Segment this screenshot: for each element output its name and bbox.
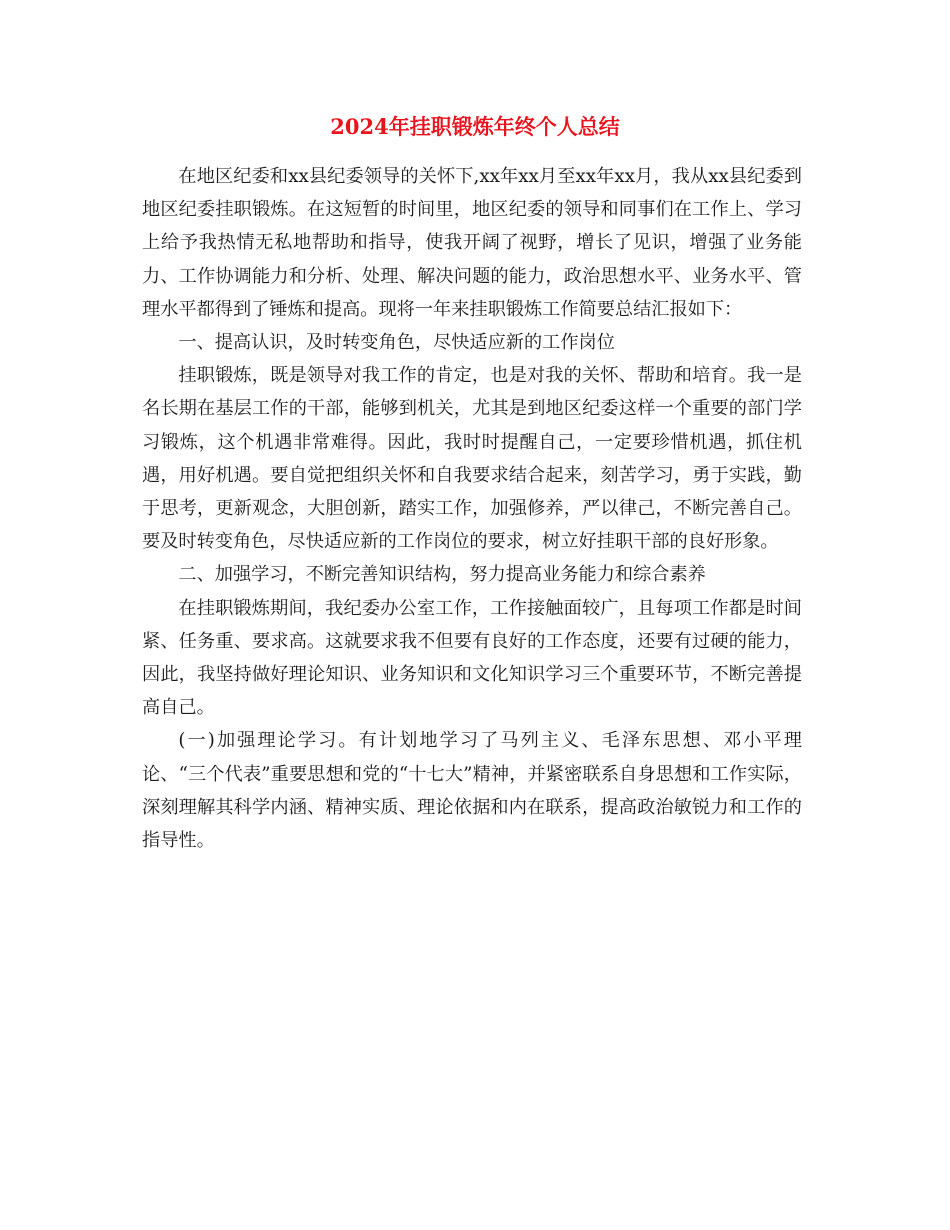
- document-title: 2024年挂职锻炼年终个人总结: [330, 114, 620, 139]
- section-heading-2: 二、加强学习，不断完善知识结构，努力提高业务能力和综合素养: [178, 564, 706, 586]
- document-body: [142, 160, 802, 857]
- paragraph-section-1: 挂职锻炼，既是领导对我工作的肯定，也是对我的关怀、帮助和培育。我一是名长期在基层工作的干部，能够到机关，尤其是到地区纪委这样一个重要的部门学习锻炼，这个机遇非常难得。因此，我时时提醒自己，一定要珍惜机遇，抓住机遇，用好机遇。要自觉把组织关怀和自我要求结合起来，刻苦学习，勇于实践，勤于思考，更新观念，大胆创新，踏实工作，加强修养，严以律己，不断完善自己。要及时转变角色，尽快适应新的工作岗位的要求，树立好挂职干部的良好形象。: [142, 365, 802, 553]
- paragraph-subsection-1: (一)加强理论学习。有计划地学习了马列主义、毛泽东思想、邓小平理论、“三个代表”重要思想和党的“十七大”精神，并紧密联系自身思想和工作实际，深刻理解其科学内涵、精神实质、理论依据和内在联系，提高政治敏锐力和工作的指导性。: [142, 730, 802, 852]
- section-heading-1: 一、提高认识，及时转变角色，尽快适应新的工作岗位: [178, 332, 615, 354]
- paragraph-intro: 在地区纪委和xx县纪委领导的关怀下,xx年xx月至xx年xx月，我从xx县纪委到地区纪委挂职锻炼。在这短暂的时间里，地区纪委的领导和同事们在工作上、学习上给予我热情无私地帮助和指导，使我开阔了视野，增长了见识，增强了业务能力、工作协调能力和分析、处理、解决问题的能力，政治思想水平、业务水平、管理水平都得到了锤炼和提高。现将一年来挂职锻炼工作简要总结汇报如下：: [142, 166, 802, 320]
- paragraph-section-2: 在挂职锻炼期间，我纪委办公室工作，工作接触面较广，且每项工作都是时间紧、任务重、要求高。这就要求我不但要有良好的工作态度，还要有过硬的能力，因此，我坚持做好理论知识、业务知识和文化知识学习三个重要环节，不断完善提高自己。: [142, 597, 802, 719]
